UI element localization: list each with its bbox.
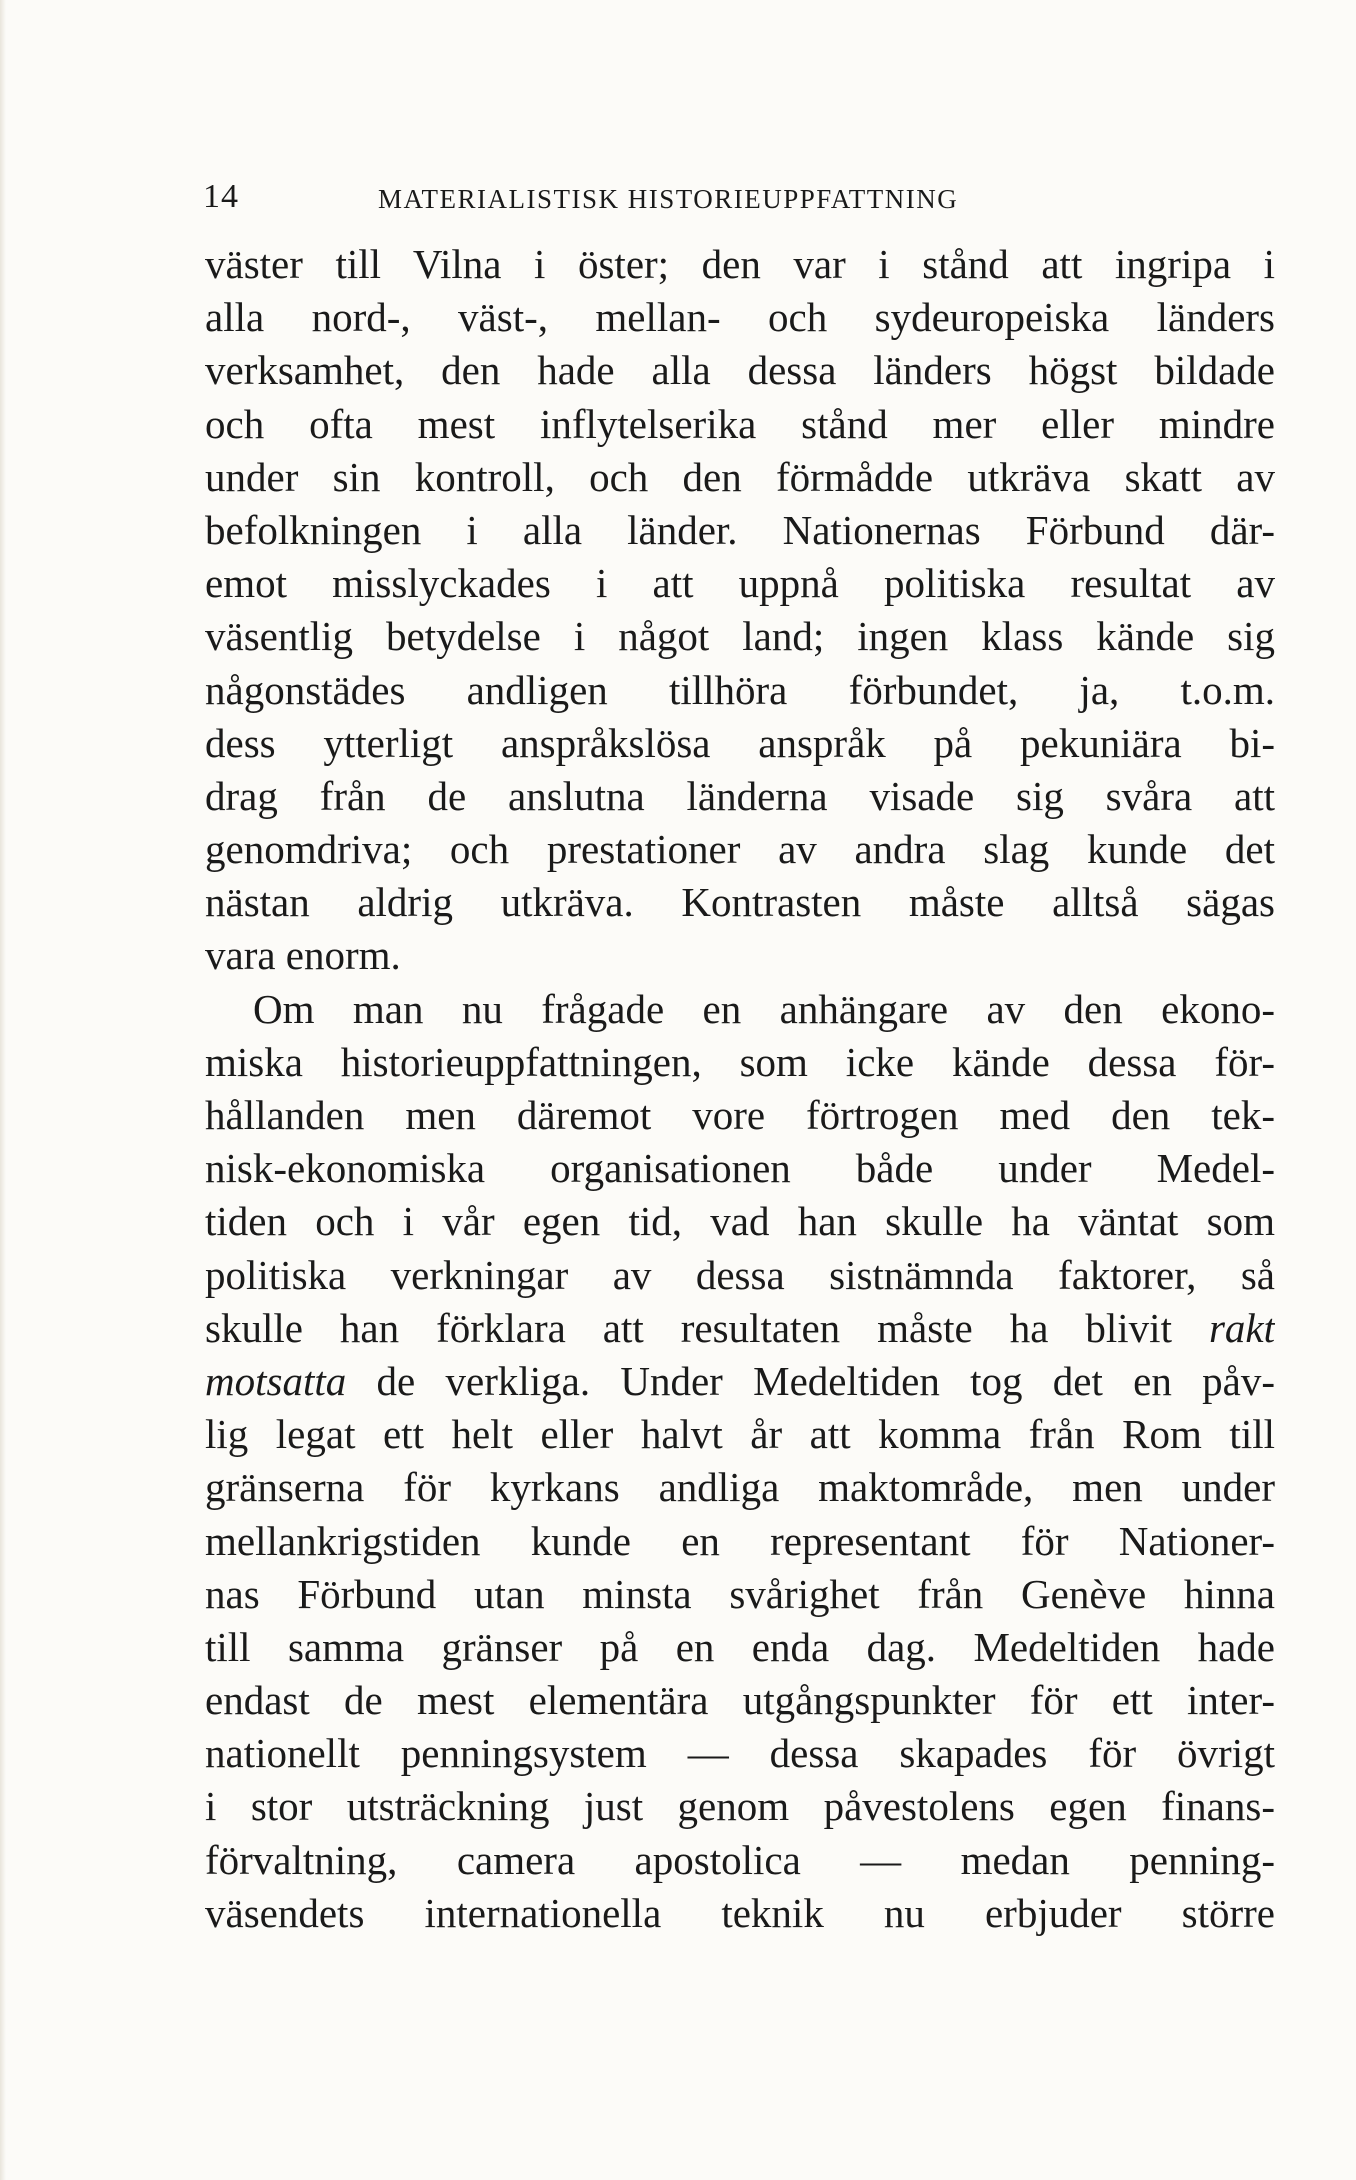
text-line: tiden och i vår egen tid, vad han skulle ha väntat som [205, 1198, 1275, 1245]
body-text [205, 238, 1275, 1940]
text-line: drag från de anslutna länderna visade sig svåra att [205, 772, 1275, 819]
text-line: i stor utsträckning just genom påvestolens egen finans- [205, 1783, 1275, 1830]
text-line-with-emphasis [205, 1302, 1275, 1355]
text-line: nisk-ekonomiska organisationen både under Medel- [205, 1145, 1275, 1192]
running-head: MATERIALISTISK HISTORIEUPPFATTNING [378, 184, 959, 214]
paragraph-start-line: Om man nu frågade en anhängare av den ekono- [253, 985, 1275, 1032]
text-line: emot misslyckades i att uppnå politiska resultat av [205, 560, 1275, 607]
text-line: väster till Vilna i öster; den var i stånd att ingripa i [205, 241, 1275, 287]
text-line: endast de mest elementära utgångspunkter för ett inter- [205, 1677, 1275, 1724]
text-line: nästan aldrig utkräva. Kontrasten måste alltså sägas [205, 879, 1275, 926]
text-line: under sin kontroll, och den förmådde utkräva skatt av [205, 453, 1275, 500]
italic-emphasis: rakt [1208, 1304, 1275, 1351]
text-line: förvaltning, camera apostolica — medan penning- [205, 1836, 1275, 1883]
text-line: alla nord-, väst-, mellan- och sydeuropeiska länders [205, 294, 1275, 341]
italic-emphasis: motsatta [205, 1357, 347, 1404]
text-line: verksamhet, den hade alla dessa länders högst bildade [205, 347, 1275, 394]
text-line: dess ytterligt anspråkslösa anspråk på pekuniära bi- [205, 719, 1275, 766]
text-line: miska historieuppfattningen, som icke kände dessa för- [205, 1038, 1275, 1085]
text-line: politiska verkningar av dessa sistnämnda faktorer, så [205, 1251, 1275, 1298]
page-number: 14 [203, 178, 239, 215]
text-segment: de verkliga. Under Medeltiden tog det en påv- [346, 1357, 1275, 1404]
text-line: hållanden men däremot vore förtrogen med den tek- [205, 1092, 1275, 1138]
text-line: till samma gränser på en enda dag. Medeltiden hade [205, 1623, 1275, 1670]
text-line: befolkningen i alla länder. Nationernas Förbund där- [205, 506, 1275, 553]
text-line: nas Förbund utan minsta svårighet från Genève hinna [205, 1570, 1275, 1617]
text-line: och ofta mest inflytelserika stånd mer eller mindre [205, 400, 1275, 447]
text-line: lig legat ett helt eller halvt år att komma från Rom till [205, 1411, 1275, 1458]
text-line: väsendets internationella teknik nu erbjuder större [205, 1889, 1275, 1936]
text-line: genomdriva; och prestationer av andra slag kunde det [205, 826, 1275, 873]
text-line: någonstädes andligen tillhöra förbundet, ja, t.o.m. [205, 666, 1275, 713]
paragraph-end-line: vara enorm. [205, 932, 401, 979]
text-line: nationellt penningsystem — dessa skapades för övrigt [205, 1730, 1275, 1777]
page-header [203, 178, 1273, 228]
text-line-with-emphasis [205, 1355, 1275, 1408]
text-line: väsentlig betydelse i något land; ingen klass kände sig [205, 613, 1275, 660]
page-edge-shadow [0, 0, 6, 2180]
text-line: mellankrigstiden kunde en representant för Nationer- [205, 1517, 1275, 1564]
text-segment: skulle han förklara att resultaten måste ha blivit [205, 1304, 1172, 1351]
text-line: gränserna för kyrkans andliga maktområde, men under [205, 1464, 1275, 1511]
